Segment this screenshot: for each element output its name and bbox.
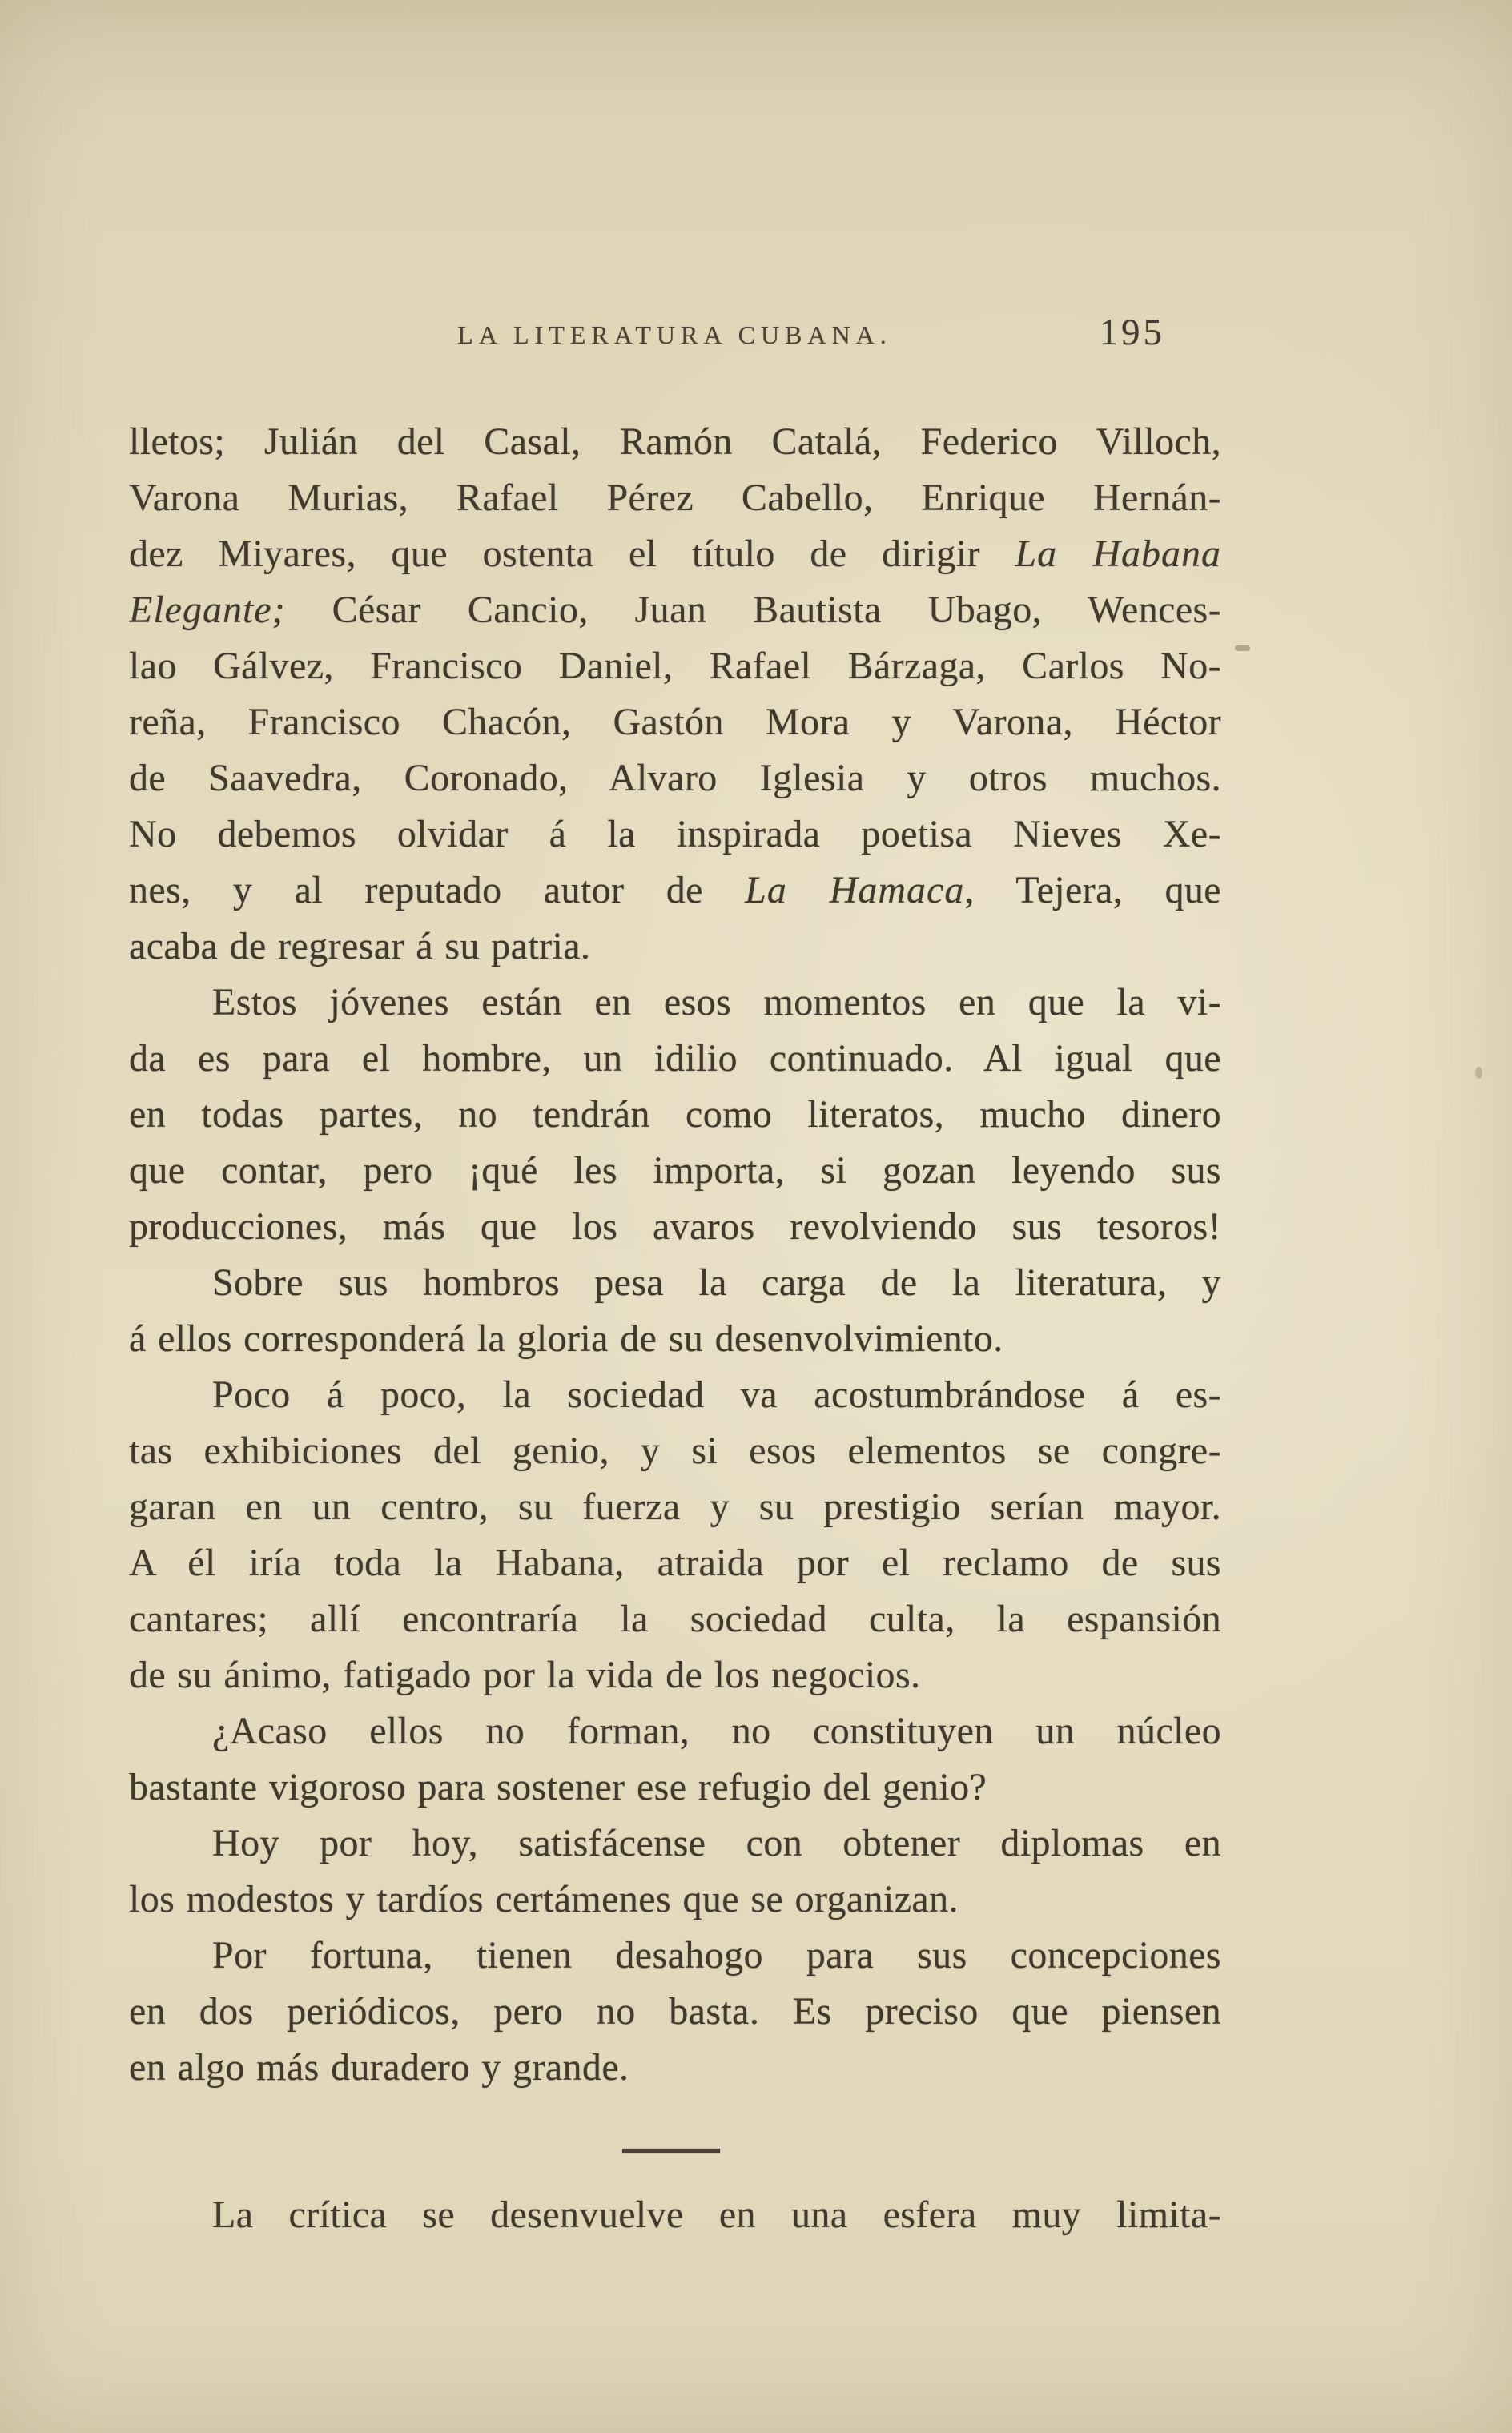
text-line [129,1816,1221,1872]
text-segment: de su ánimo, fatigado por la vida de los negocios. [129,1654,921,1696]
text-line [129,470,1221,526]
text-line [129,1143,1221,1199]
text-segment: acaba de regresar á su patria. [129,925,591,967]
text-segment: de Saavedra, Coronado, Alvaro Iglesia y otros muchos. [129,757,1221,799]
text-line [129,526,1221,582]
text-segment: garan en un centro, su fuerza y su prestigio serían mayor. [129,1486,1221,1528]
text-line [129,1984,1221,2040]
text-segment: producciones, más que los avaros revolviendo sus tesoros! [129,1205,1221,1248]
scan-artifact-dot [1475,1067,1482,1079]
text-segment: que contar, pero ¡qué les importa, si gozan leyendo sus [129,1149,1221,1192]
running-header [128,312,1221,367]
text-segment: , Tejera, que [964,869,1221,911]
text-line [129,2040,1221,2096]
text-segment: Estos jóvenes están en esos momentos en que la vi- [212,981,1221,1023]
text-segment: Poco á poco, la sociedad va acostumbrándose á es- [212,1373,1221,1416]
text-segment: ¿Acaso ellos no forman, no constituyen un núcleo [212,1710,1221,1752]
text-line [129,1255,1221,1311]
text-segment: A él iría toda la Habana, atraida por el reclamo de sus [129,1542,1221,1584]
scan-artifact-dash [1235,645,1250,651]
text-line [129,1479,1221,1535]
text-segment: Por fortuna, tienen desahogo para sus concepciones [212,1934,1221,1977]
section-separator-rule [622,2149,720,2153]
text-line [129,1031,1221,1087]
text-line [129,806,1221,863]
text-segment: á ellos corresponderá la gloria de su desenvolvimiento. [129,1317,1003,1360]
text-line [129,1928,1221,1984]
text-segment: en todas partes, no tendrán como literatos, mucho dinero [129,1093,1221,1136]
text-segment: Hoy por hoy, satisfácense con obtener diplomas en [212,1822,1221,1864]
text-line [129,1703,1221,1759]
text-line [129,975,1221,1031]
text-segment: nes, y al reputado autor de [129,869,746,911]
text-line [129,919,1221,975]
text-line [129,863,1221,919]
text-segment: los modestos y tardíos certámenes que se organizan. [129,1878,959,1920]
text-segment: tas exhibiciones del genio, y si esos elementos se congre- [129,1430,1221,1472]
text-line [129,1759,1221,1816]
text-line [129,1535,1221,1591]
page-header-title: LA LITERATURA CUBANA. [457,320,892,349]
text-segment: dez Miyares, que ostenta el título de dirigir [129,533,1015,575]
text-segment: bastante vigoroso para sostener ese refugio del genio? [129,1766,987,1808]
page-number: 195 [1099,312,1165,353]
text-segment: da es para el hombre, un idilio continuado. Al igual que [129,1037,1221,1080]
text-line [129,1199,1221,1255]
text-segment: cantares; allí encontraría la sociedad culta, la espansión [129,1598,1221,1640]
text-line [129,1591,1221,1647]
text-line [129,1872,1221,1928]
text-segment: César Cancio, Juan Bautista Ubago, Wences- [285,589,1221,631]
text-line [129,694,1221,750]
text-line [129,638,1221,694]
text-segment: reña, Francisco Chacón, Gastón Mora y Varona, Héctor [129,701,1221,743]
italic-text-segment: La Hamaca [745,869,965,911]
text-line [129,582,1221,638]
italic-text-segment: La Habana [1015,533,1221,575]
text-line [129,414,1221,470]
text-segment: lletos; Julián del Casal, Ramón Catalá, Federico Villoch, [129,420,1221,463]
text-line [129,1087,1221,1143]
text-segment: lao Gálvez, Francisco Daniel, Rafael Bárzaga, Carlos No- [129,645,1221,687]
text-segment: Varona Murias, Rafael Pérez Cabello, Enrique Hernán- [129,477,1221,519]
text-segment: La crítica se desenvuelve en una esfera muy limita- [212,2194,1221,2236]
text-segment: Sobre sus hombros pesa la carga de la literatura, y [212,1261,1221,1304]
text-line [129,2187,1221,2243]
italic-text-segment: Elegante; [129,589,286,631]
text-line [129,1367,1221,1423]
text-segment: No debemos olvidar á la inspirada poetisa Nieves Xe- [129,813,1221,855]
body-text [129,414,1221,2243]
text-segment: en dos periódicos, pero no basta. Es preciso que piensen [129,1990,1221,2033]
text-segment: en algo más duradero y grande. [129,2046,629,2089]
text-line [129,1311,1221,1367]
text-line [129,1647,1221,1703]
text-line [129,750,1221,806]
text-line [129,1423,1221,1479]
